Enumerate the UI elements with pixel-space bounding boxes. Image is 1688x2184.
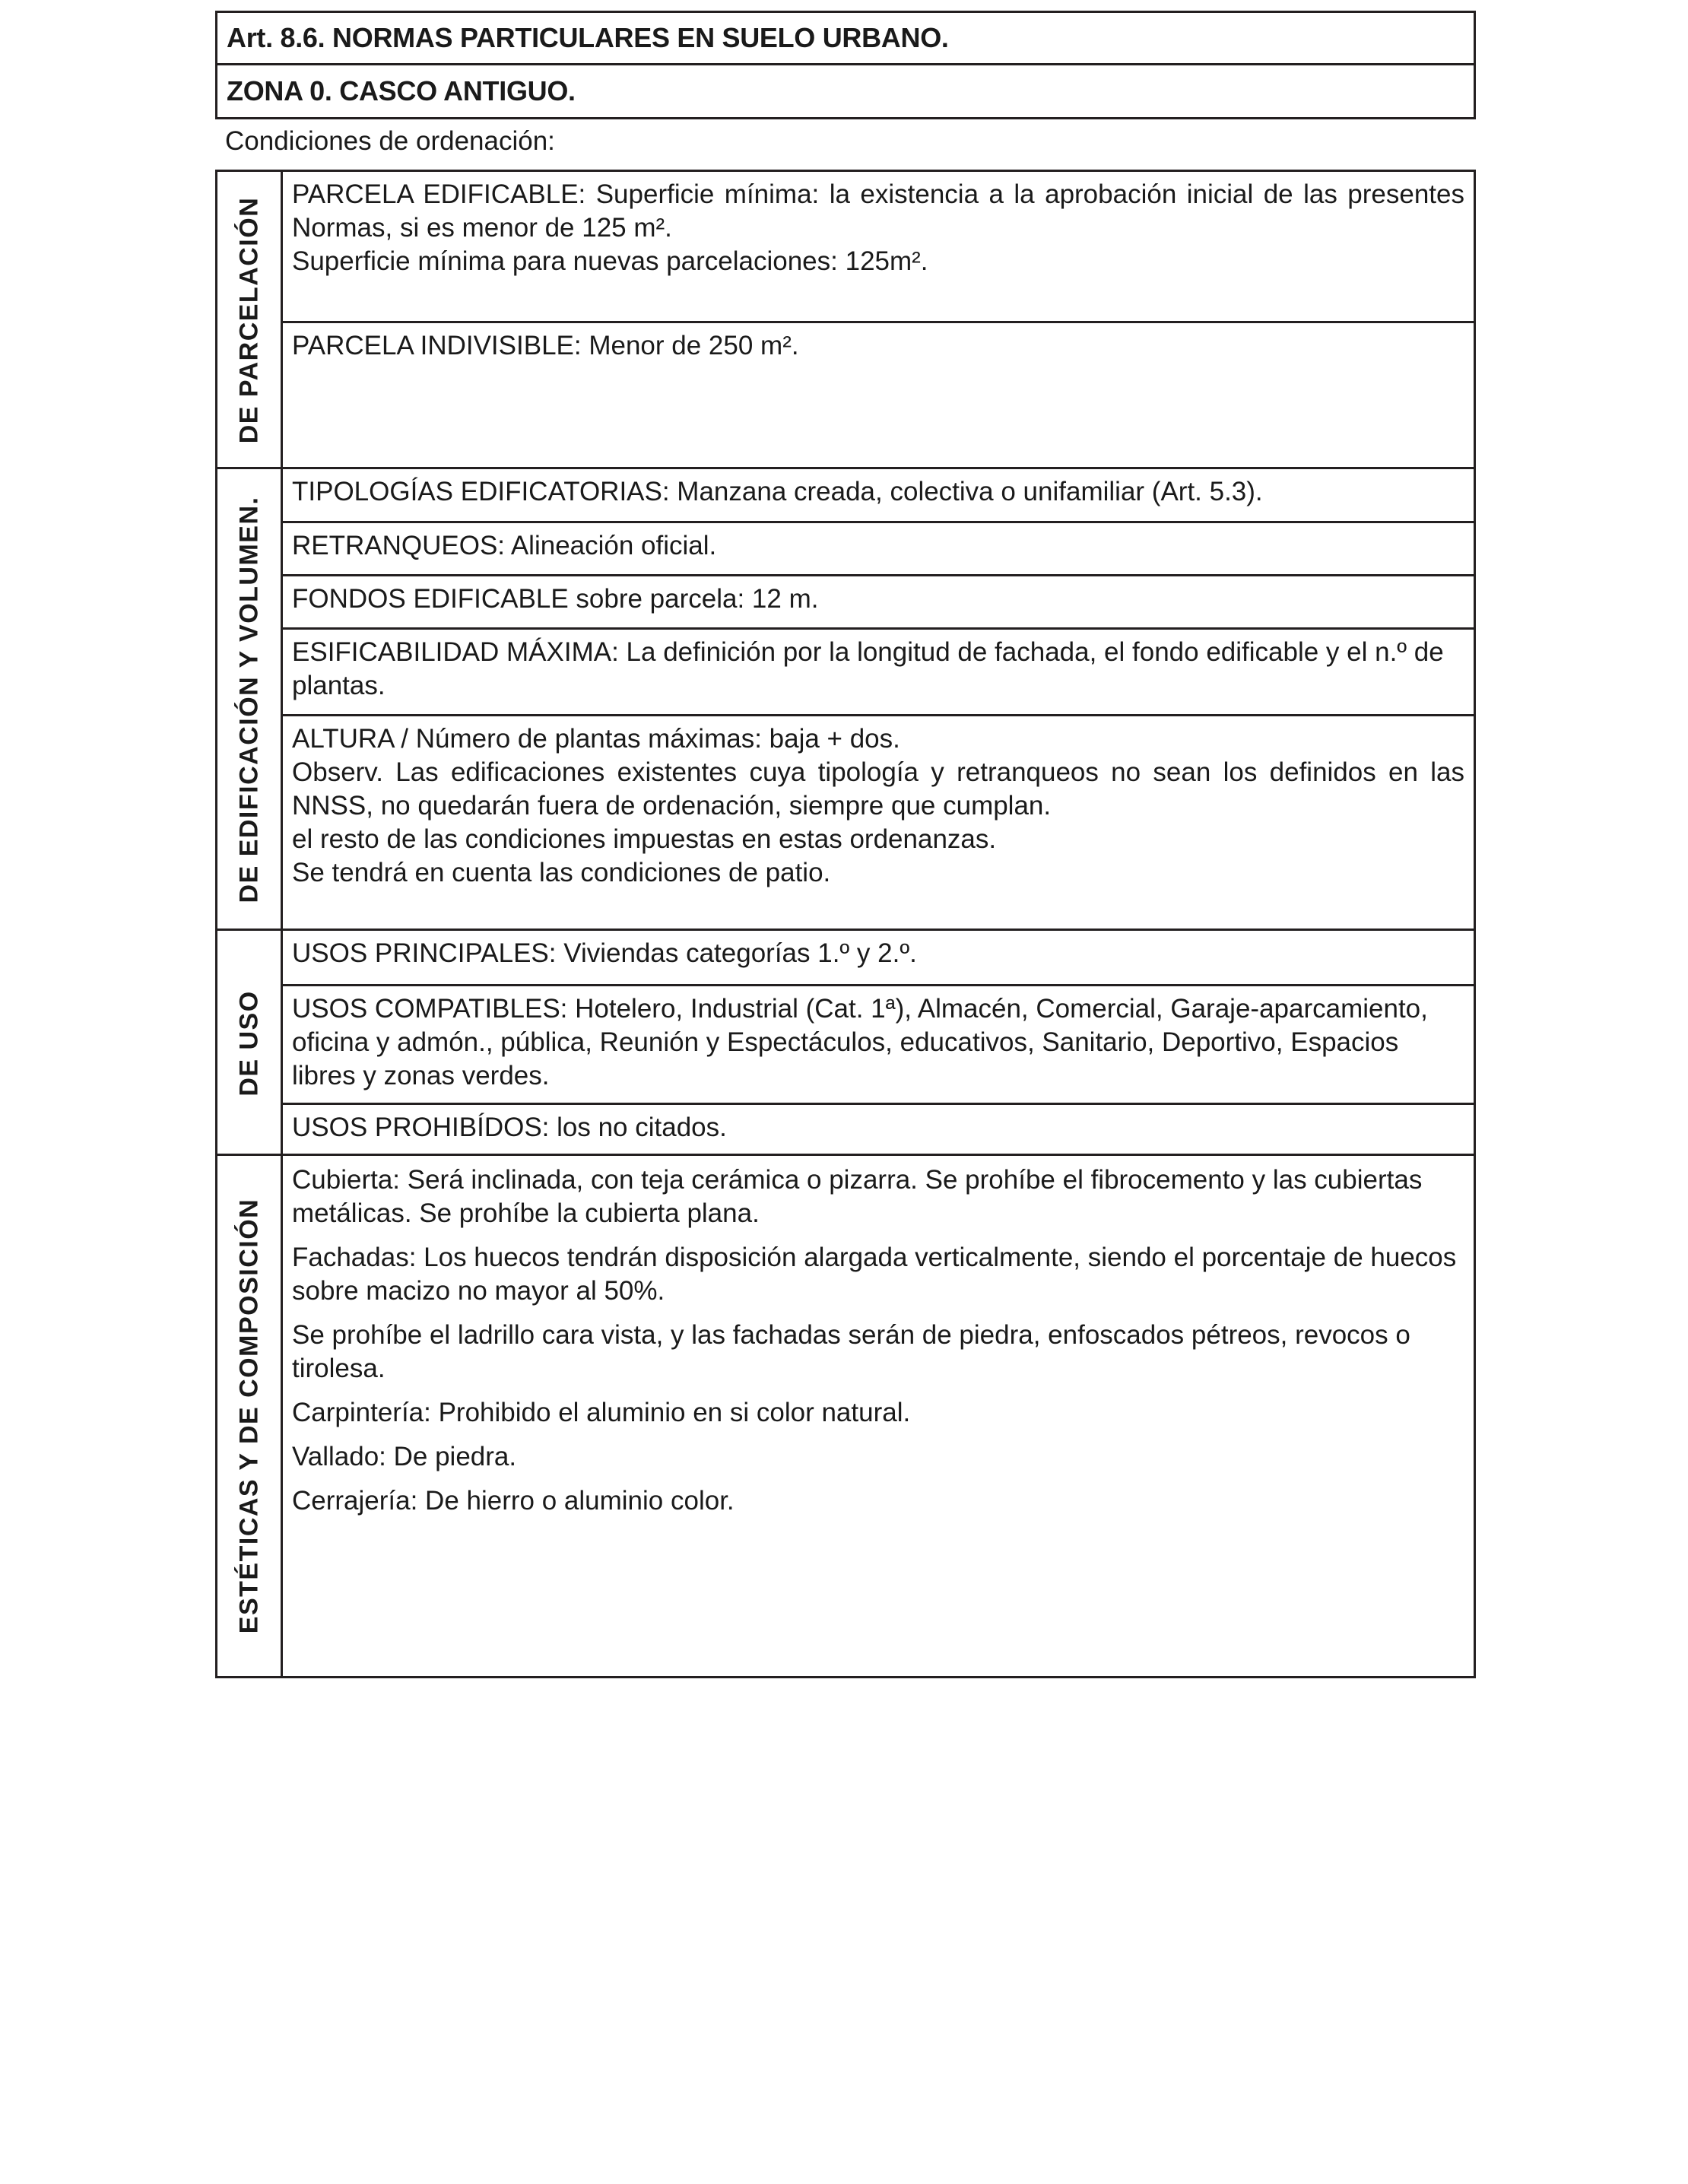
row-text: FONDOS EDIFICABLE sobre parcela: 12 m. [292, 584, 819, 614]
row-text: RETRANQUEOS: Alineación oficial. [292, 531, 717, 560]
article-title: Art. 8.6. NORMAS PARTICULARES EN SUELO URBANO. [215, 11, 1476, 65]
table-row [283, 714, 1474, 930]
row-text: Carpintería: Prohibido el aluminio en si color natural. [292, 1398, 911, 1427]
section-label-text: DE EDIFICACIÓN Y VOLUMEN. [234, 496, 263, 903]
table-row [283, 574, 1474, 627]
section-label [217, 469, 283, 930]
row-text: TIPOLOGÍAS EDIFICATORIAS: Manzana creada, colectiva o unifamiliar (Art. 5.3). [292, 477, 1263, 506]
row-text: Observ. Las edificaciones existentes cuya tipología y retranqueos no sean los definidos en las NNSS, no quedarán fuera de ordenación, siempre que cumplan. [292, 757, 1464, 821]
table-row [283, 1156, 1474, 1676]
section-edificacion [217, 467, 1474, 930]
section-label [217, 172, 283, 468]
row-text: PARCELA INDIVISIBLE: Menor de 250 m². [292, 331, 799, 360]
table-row [283, 627, 1474, 714]
row-text: ESIFICABILIDAD MÁXIMA: La definición por la longitud de fachada, el fondo edificable y el n.º de plantas. [292, 637, 1444, 700]
row-text: Superficie mínima para nuevas parcelaciones: 125m². [292, 246, 928, 276]
section-parcelacion [217, 172, 1474, 468]
table-row [283, 521, 1474, 574]
table-row [283, 172, 1474, 321]
intro-text: Condiciones de ordenación: [225, 126, 555, 156]
section-esteticas [217, 1154, 1474, 1676]
section-uso [217, 929, 1474, 1155]
row-text: USOS COMPATIBLES: Hotelero, Industrial (Cat. 1ª), Almacén, Comercial, Garaje-aparcamiento, oficina y admón., pública, Reunión y Espectáculos, educativos, Sanitario, Deportivo, Espacios libres y zonas verdes. [292, 994, 1428, 1090]
section-label-text: DE USO [234, 989, 263, 1097]
zone-title: ZONA 0. CASCO ANTIGUO. [215, 63, 1476, 119]
section-label [217, 1156, 283, 1676]
row-text: Se prohíbe el ladrillo cara vista, y las fachadas serán de piedra, enfoscados pétreos, revocos o tirolesa. [292, 1320, 1410, 1383]
section-label [217, 931, 283, 1155]
row-text: USOS PRINCIPALES: Viviendas categorías 1.º y 2.º. [292, 938, 917, 968]
section-label-text: DE PARCELACIÓN [234, 196, 263, 444]
row-text: Vallado: De piedra. [292, 1442, 517, 1471]
row-text: Fachadas: Los huecos tendrán disposición alargada verticalmente, siendo el porcentaje de huecos sobre macizo no mayor al 50%. [292, 1243, 1457, 1306]
table-row [283, 984, 1474, 1103]
row-text: Cubierta: Será inclinada, con teja cerámica o pizarra. Se prohíbe el fibrocemento y las cubiertas metálicas. Se prohíbe la cubierta plana. [292, 1165, 1423, 1228]
row-text: el resto de las condiciones impuestas en estas ordenanzas. [292, 824, 997, 854]
row-text: USOS PROHIBÍDOS: los no citados. [292, 1113, 727, 1142]
conditions-table [215, 170, 1476, 1678]
table-row [283, 321, 1474, 468]
table-row [283, 469, 1474, 521]
row-text: PARCELA EDIFICABLE: Superficie mínima: la existencia a la aprobación inicial de las presentes Normas, si es menor de 125 m². [292, 179, 1464, 243]
row-text: Cerrajería: De hierro o aluminio color. [292, 1486, 735, 1516]
section-label-text: ESTÉTICAS Y DE COMPOSICIÓN [234, 1198, 263, 1634]
table-row [283, 1103, 1474, 1155]
table-row [283, 931, 1474, 984]
row-text: Se tendrá en cuenta las condiciones de patio. [292, 858, 831, 887]
row-text: ALTURA / Número de plantas máximas: baja + dos. [292, 724, 900, 754]
